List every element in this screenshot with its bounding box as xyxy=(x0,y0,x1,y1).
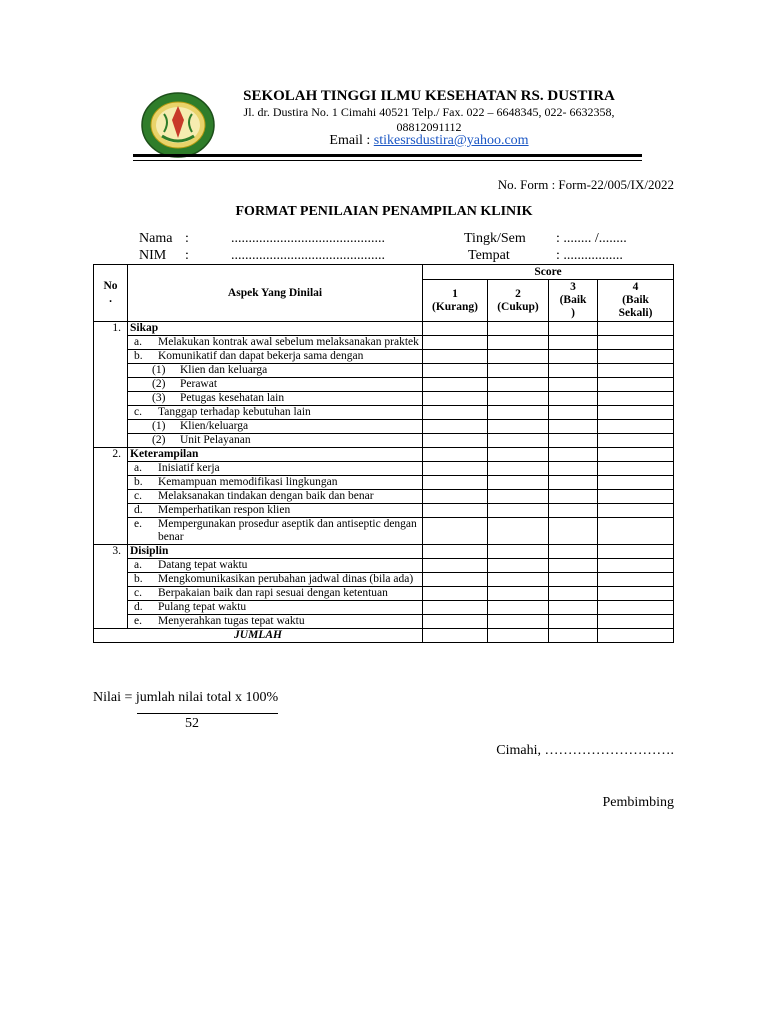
item-text: Memperhatikan respon klien xyxy=(158,504,291,516)
score-cell[interactable] xyxy=(488,504,549,518)
tempat-label: Tempat xyxy=(468,248,510,263)
score-cell[interactable] xyxy=(549,350,598,364)
section-title: Disiplin xyxy=(128,545,423,559)
score-cell[interactable] xyxy=(423,573,488,587)
score-cell[interactable] xyxy=(488,476,549,490)
aspect-cell xyxy=(128,615,423,629)
score-cell[interactable] xyxy=(423,559,488,573)
col-aspect-header: Aspek Yang Dinilai xyxy=(128,265,423,322)
score-cell[interactable] xyxy=(423,490,488,504)
item-text: Perawat xyxy=(180,378,218,390)
item-text: Klien/keluarga xyxy=(180,420,249,432)
header-divider-thick xyxy=(133,154,642,157)
score-cell[interactable] xyxy=(549,434,598,448)
table-row xyxy=(94,434,674,448)
header-divider-thin xyxy=(133,160,642,161)
fraction-line xyxy=(137,713,278,714)
address-line-2: 08812091112 xyxy=(396,119,462,134)
score-cell[interactable] xyxy=(549,322,598,336)
score-cell[interactable] xyxy=(488,462,549,476)
table-row xyxy=(94,378,674,392)
score-cell[interactable] xyxy=(423,350,488,364)
item-text: Petugas kesehatan lain xyxy=(180,392,285,404)
score-cell[interactable] xyxy=(549,476,598,490)
assessment-table xyxy=(93,264,674,643)
item-text: Berpakaian baik dan rapi sesuai dengan ketentuan xyxy=(158,587,388,599)
score-cell[interactable] xyxy=(488,518,549,545)
score-cell[interactable] xyxy=(598,490,674,504)
score-cell[interactable] xyxy=(549,504,598,518)
institution-email xyxy=(220,133,638,149)
score-cell[interactable] xyxy=(598,378,674,392)
item-text: Datang tepat waktu xyxy=(158,559,248,571)
section-row xyxy=(94,322,674,336)
item-text: Menyerahkan tugas tepat waktu xyxy=(158,615,305,627)
item-text: Mengkomunikasikan perubahan jadwal dinas (bila ada) xyxy=(158,573,414,585)
item-text: Pulang tepat waktu xyxy=(158,601,247,613)
score-cell[interactable] xyxy=(598,392,674,406)
aspect-cell xyxy=(128,420,423,434)
score-cell[interactable] xyxy=(549,364,598,378)
score-cell[interactable] xyxy=(598,406,674,420)
score-col-1: 1 (Kurang) xyxy=(423,280,488,322)
aspect-cell xyxy=(128,406,423,420)
nama-colon: : xyxy=(185,231,189,246)
form-number: No. Form : Form-22/005/IX/2022 xyxy=(497,177,674,192)
score-cell[interactable] xyxy=(488,364,549,378)
score-cell[interactable] xyxy=(598,601,674,615)
item-marker: a. xyxy=(134,559,142,571)
score-cell[interactable] xyxy=(423,518,488,545)
score-cell[interactable] xyxy=(423,615,488,629)
section-number: 2. xyxy=(94,448,128,545)
score-cell[interactable] xyxy=(549,629,598,643)
score-cell[interactable] xyxy=(423,434,488,448)
section-title: Keterampilan xyxy=(128,448,423,462)
document-title: FORMAT PENILAIAN PENAMPILAN KLINIK xyxy=(235,204,533,219)
section-title: Sikap xyxy=(128,322,423,336)
item-marker: (2) xyxy=(152,378,166,390)
score-cell[interactable] xyxy=(598,350,674,364)
table-row xyxy=(94,601,674,615)
section-number: 3. xyxy=(94,545,128,629)
score-cell[interactable] xyxy=(598,587,674,601)
total-row xyxy=(94,629,674,643)
table-row xyxy=(94,518,674,545)
score-cell[interactable] xyxy=(549,559,598,573)
nama-label: Nama xyxy=(139,231,173,246)
score-cell[interactable] xyxy=(549,336,598,350)
item-text: Tanggap terhadap kebutuhan lain xyxy=(158,406,311,418)
score-col-2: 2 (Cukup) xyxy=(488,280,549,322)
item-marker: c. xyxy=(134,406,142,418)
tempat-value: : ................. xyxy=(556,248,623,263)
score-cell[interactable] xyxy=(423,336,488,350)
score-cell[interactable] xyxy=(549,587,598,601)
score-cell[interactable] xyxy=(423,476,488,490)
item-text: Melaksanakan tindakan dengan baik dan benar xyxy=(158,490,374,502)
item-marker: (2) xyxy=(152,434,166,446)
table-row xyxy=(94,364,674,378)
score-cell[interactable] xyxy=(549,462,598,476)
score-cell[interactable] xyxy=(423,504,488,518)
score-cell[interactable] xyxy=(488,350,549,364)
score-cell[interactable] xyxy=(598,434,674,448)
nim-colon: : xyxy=(185,248,189,263)
score-cell[interactable] xyxy=(549,601,598,615)
table-row xyxy=(94,559,674,573)
item-marker: b. xyxy=(134,350,143,362)
score-cell[interactable] xyxy=(423,364,488,378)
score-cell[interactable] xyxy=(598,518,674,545)
score-cell[interactable] xyxy=(488,322,549,336)
score-cell[interactable] xyxy=(423,601,488,615)
item-marker: d. xyxy=(134,601,143,613)
formula-denominator: 52 xyxy=(185,716,199,731)
table-row xyxy=(94,406,674,420)
aspect-cell xyxy=(128,559,423,573)
item-marker: (3) xyxy=(152,392,166,404)
aspect-cell xyxy=(128,476,423,490)
item-text: Klien dan keluarga xyxy=(180,364,268,376)
aspect-cell xyxy=(128,392,423,406)
item-marker: c. xyxy=(134,587,142,599)
table-row xyxy=(94,392,674,406)
score-cell[interactable] xyxy=(488,545,549,559)
score-cell[interactable] xyxy=(423,322,488,336)
score-cell[interactable] xyxy=(488,559,549,573)
aspect-cell xyxy=(128,350,423,364)
score-cell[interactable] xyxy=(488,573,549,587)
score-cell[interactable] xyxy=(598,559,674,573)
item-marker: e. xyxy=(134,615,142,627)
item-marker: b. xyxy=(134,573,143,585)
item-marker: e. xyxy=(134,518,142,530)
formula-text: Nilai = jumlah nilai total x 100% xyxy=(93,690,279,705)
aspect-cell xyxy=(128,518,423,545)
col-no-header: No . xyxy=(94,265,128,322)
score-cell[interactable] xyxy=(549,420,598,434)
score-cell[interactable] xyxy=(423,406,488,420)
score-cell[interactable] xyxy=(549,545,598,559)
table-row xyxy=(94,615,674,629)
score-cell[interactable] xyxy=(423,462,488,476)
score-cell[interactable] xyxy=(549,448,598,462)
score-cell[interactable] xyxy=(488,448,549,462)
aspect-cell xyxy=(128,462,423,476)
tingk-value: : ........ /........ xyxy=(556,231,627,246)
score-cell[interactable] xyxy=(423,587,488,601)
item-marker: a. xyxy=(134,336,142,348)
table-row xyxy=(94,587,674,601)
institution-logo xyxy=(140,92,216,158)
item-text: Komunikatif dan dapat bekerja sama dengan xyxy=(158,350,364,362)
table-row xyxy=(94,462,674,476)
address-line-1: Jl. dr. Dustira No. 1 Cimahi 40521 Telp./ Fax. 022 – 6648345, 022- 6632358, xyxy=(243,105,615,119)
score-cell[interactable] xyxy=(598,462,674,476)
score-cell[interactable] xyxy=(598,322,674,336)
score-cell[interactable] xyxy=(488,615,549,629)
institution-name: SEKOLAH TINGGI ILMU KESEHATAN RS. DUSTIRA xyxy=(243,88,615,104)
score-cell[interactable] xyxy=(598,364,674,378)
score-cell[interactable] xyxy=(549,615,598,629)
item-marker: b. xyxy=(134,476,143,488)
item-marker: (1) xyxy=(152,420,166,432)
signature-role: Pembimbing xyxy=(602,795,674,810)
score-cell[interactable] xyxy=(488,420,549,434)
score-cell[interactable] xyxy=(488,434,549,448)
score-cell[interactable] xyxy=(598,545,674,559)
score-cell[interactable] xyxy=(423,420,488,434)
score-cell[interactable] xyxy=(598,420,674,434)
score-cell[interactable] xyxy=(598,476,674,490)
section-number: 1. xyxy=(94,322,128,448)
item-marker: d. xyxy=(134,504,143,516)
item-text: Unit Pelayanan xyxy=(180,434,251,446)
score-cell[interactable] xyxy=(488,587,549,601)
score-cell[interactable] xyxy=(549,378,598,392)
section-row xyxy=(94,448,674,462)
table-row xyxy=(94,476,674,490)
score-cell[interactable] xyxy=(488,629,549,643)
item-marker: c. xyxy=(134,490,142,502)
score-cell[interactable] xyxy=(598,504,674,518)
aspect-cell xyxy=(128,434,423,448)
table-row xyxy=(94,420,674,434)
table-row xyxy=(94,504,674,518)
section-row xyxy=(94,545,674,559)
aspect-cell xyxy=(128,504,423,518)
score-cell[interactable] xyxy=(488,406,549,420)
table-row xyxy=(94,490,674,504)
nim-value: ............................................ xyxy=(231,248,385,263)
aspect-cell xyxy=(128,587,423,601)
score-cell[interactable] xyxy=(549,518,598,545)
score-cell[interactable] xyxy=(423,448,488,462)
score-cell[interactable] xyxy=(549,392,598,406)
score-cell[interactable] xyxy=(598,336,674,350)
score-cell[interactable] xyxy=(598,615,674,629)
score-cell[interactable] xyxy=(549,573,598,587)
table-row xyxy=(94,350,674,364)
email-link[interactable]: stikesrsdustira@yahoo.com xyxy=(373,133,529,148)
score-cell[interactable] xyxy=(488,490,549,504)
aspect-cell xyxy=(128,364,423,378)
score-cell[interactable] xyxy=(423,629,488,643)
aspect-cell xyxy=(128,573,423,587)
item-text: Kemampuan memodifikasi lingkungan xyxy=(158,476,338,488)
table-header-row xyxy=(94,265,674,280)
score-cell[interactable] xyxy=(488,601,549,615)
score-cell[interactable] xyxy=(423,378,488,392)
score-cell[interactable] xyxy=(423,392,488,406)
aspect-cell xyxy=(128,490,423,504)
score-cell[interactable] xyxy=(598,573,674,587)
table-row xyxy=(94,573,674,587)
score-header: Score xyxy=(423,265,674,280)
aspect-cell xyxy=(128,336,423,350)
score-col-3: 3 (Baik ) xyxy=(549,280,598,322)
score-cell[interactable] xyxy=(423,545,488,559)
score-cell[interactable] xyxy=(598,629,674,643)
item-text: Melakukan kontrak awal sebelum melaksanakan praktek xyxy=(158,336,419,348)
email-label: Email : xyxy=(329,133,374,148)
item-text: Mempergunakan prosedur aseptik dan antiseptic dengan benar xyxy=(158,518,417,543)
score-cell[interactable] xyxy=(488,378,549,392)
tingk-label: Tingk/Sem xyxy=(464,231,526,246)
institution-address xyxy=(220,105,638,134)
score-cell[interactable] xyxy=(549,490,598,504)
total-label: JUMLAH xyxy=(94,629,423,643)
aspect-cell xyxy=(128,601,423,615)
score-cell[interactable] xyxy=(488,392,549,406)
item-text: Inisiatif kerja xyxy=(158,462,220,474)
table-row xyxy=(94,336,674,350)
score-col-4: 4 (Baik Sekali) xyxy=(598,280,674,322)
item-marker: (1) xyxy=(152,364,166,376)
score-cell[interactable] xyxy=(549,406,598,420)
signature-place-date: Cimahi, ………………………. xyxy=(496,743,674,758)
score-cell[interactable] xyxy=(488,336,549,350)
nama-value: ............................................ xyxy=(231,231,385,246)
score-cell[interactable] xyxy=(598,448,674,462)
item-marker: a. xyxy=(134,462,142,474)
nim-label: NIM xyxy=(139,248,167,263)
aspect-cell xyxy=(128,378,423,392)
